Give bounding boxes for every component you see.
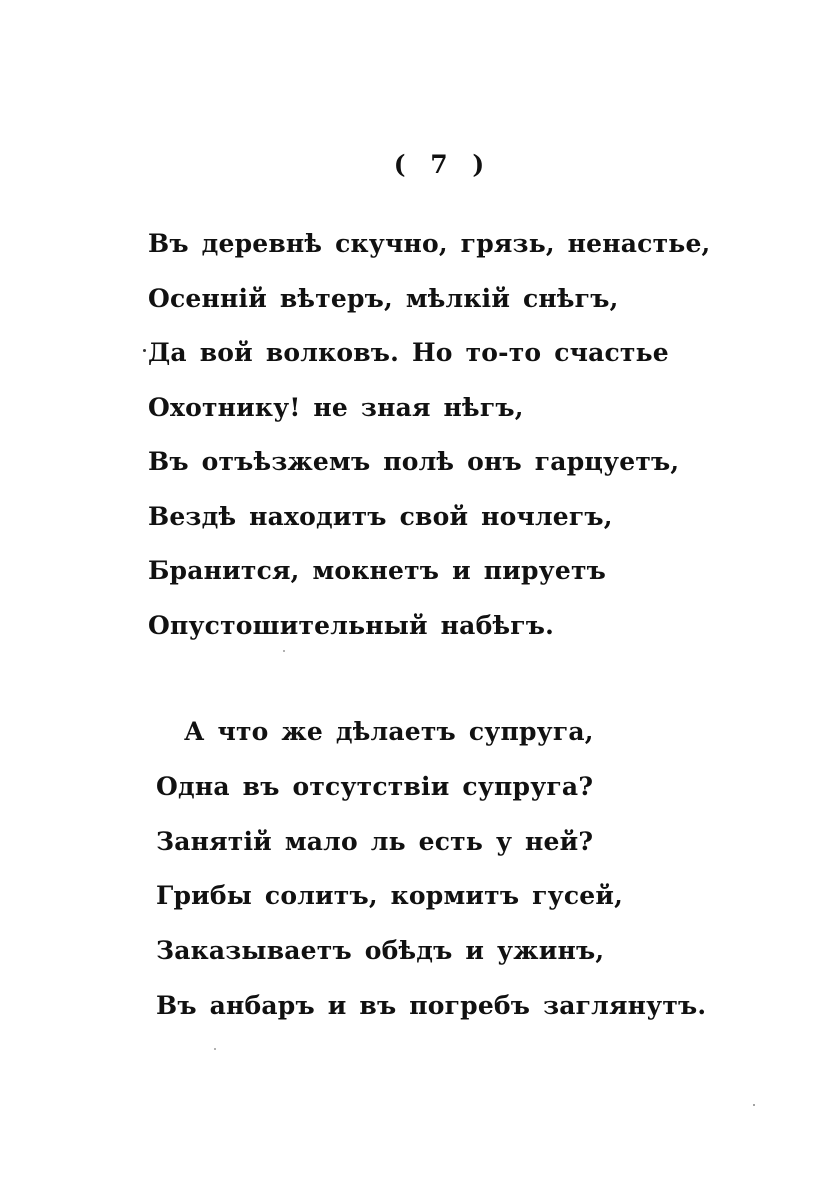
print-speck bbox=[753, 1104, 755, 1106]
verse-line: Да вой волковъ. Но то-то счастье bbox=[148, 338, 669, 367]
print-speck bbox=[214, 1048, 216, 1050]
verse-line: А что же дѣлаетъ супруга, bbox=[184, 717, 594, 746]
verse-line: Занятій мало ль есть у ней? bbox=[156, 826, 594, 856]
verse-line: Вездѣ находитъ свой ночлегъ, bbox=[148, 501, 613, 531]
verse-line: Бранится, мокнетъ и пируетъ bbox=[148, 556, 607, 585]
stanza-2 bbox=[156, 705, 706, 1034]
verse-line: Заказываетъ обѣдъ и ужинъ, bbox=[156, 936, 605, 966]
verse-line: Одна въ отсутствіи супруга? bbox=[156, 771, 594, 801]
print-speck bbox=[143, 349, 146, 352]
verse-line: Охотнику! не зная нѣгъ, bbox=[148, 392, 524, 422]
verse-line: Осенній вѣтеръ, мѣлкій снѣгъ, bbox=[148, 283, 619, 313]
verse-line: Грибы солитъ, кормитъ гусей, bbox=[156, 881, 624, 911]
page-number: ( 7 ) bbox=[393, 150, 493, 179]
verse-line: Опустошительный набѣгъ. bbox=[148, 610, 555, 640]
verse-line: Въ деревнѣ скучно, грязь, ненастье, bbox=[148, 229, 711, 258]
verse-line: Въ отъѣзжемъ полѣ онъ гарцуетъ, bbox=[148, 447, 680, 476]
verse-line: Въ анбаръ и въ погребъ заглянутъ. bbox=[156, 990, 707, 1020]
print-speck bbox=[283, 650, 285, 652]
stanza-1 bbox=[148, 217, 710, 653]
